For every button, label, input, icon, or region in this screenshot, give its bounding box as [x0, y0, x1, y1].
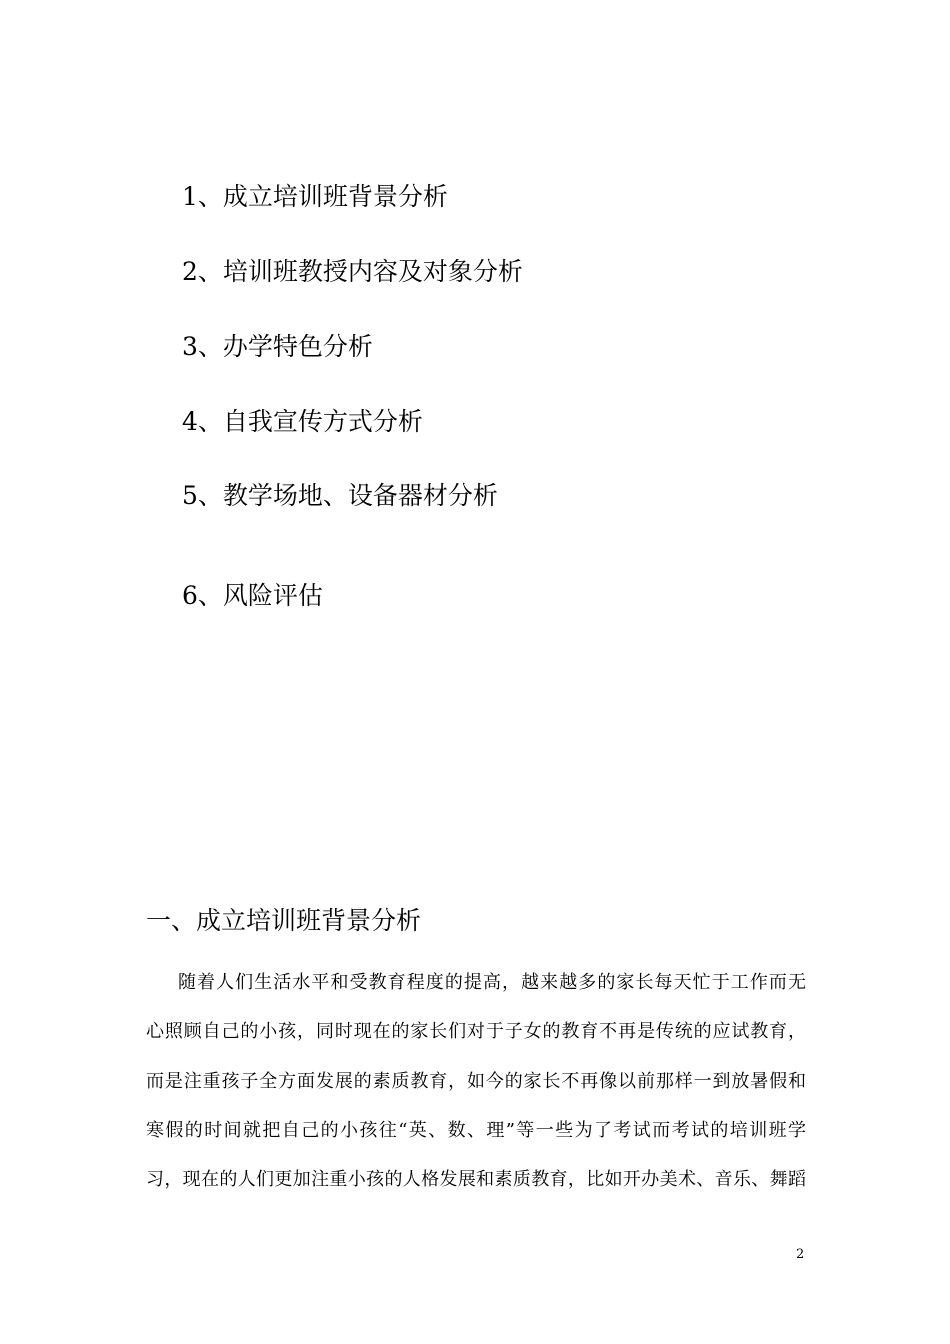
paragraph-line: 随着人们生活水平和受教育程度的提高，越来越多的家长每天忙于工作而无 — [178, 972, 806, 993]
toc-item-risk-assessment: 6、风险评估 — [182, 581, 323, 610]
paragraph-line: 而是注重孩子全方面发展的素质教育，如今的家长不再像以前那样一到放暑假和 — [146, 1071, 806, 1092]
toc-item-promotion: 4、自我宣传方式分析 — [182, 407, 423, 436]
page-number: 2 — [796, 1247, 805, 1262]
paragraph-line: 寒假的时间就把自己的小孩往“英、数、理”等一些为了考试而考试的培训班学 — [146, 1120, 806, 1141]
toc-item-features: 3、办学特色分析 — [182, 332, 373, 361]
toc-item-venue-equipment: 5、教学场地、设备器材分析 — [182, 481, 498, 510]
toc-item-content-and-audience: 2、培训班教授内容及对象分析 — [182, 257, 523, 286]
paragraph-line: 心照顾自己的小孩，同时现在的家长们对于子女的教育不再是传统的应试教育， — [146, 1021, 806, 1042]
section-heading: 一、成立培训班背景分析 — [146, 906, 422, 935]
toc-item-background-analysis: 1、成立培训班背景分析 — [182, 182, 448, 211]
paragraph-line: 习，现在的人们更加注重小孩的人格发展和素质教育，比如开办美术、音乐、舞蹈 — [146, 1169, 806, 1190]
